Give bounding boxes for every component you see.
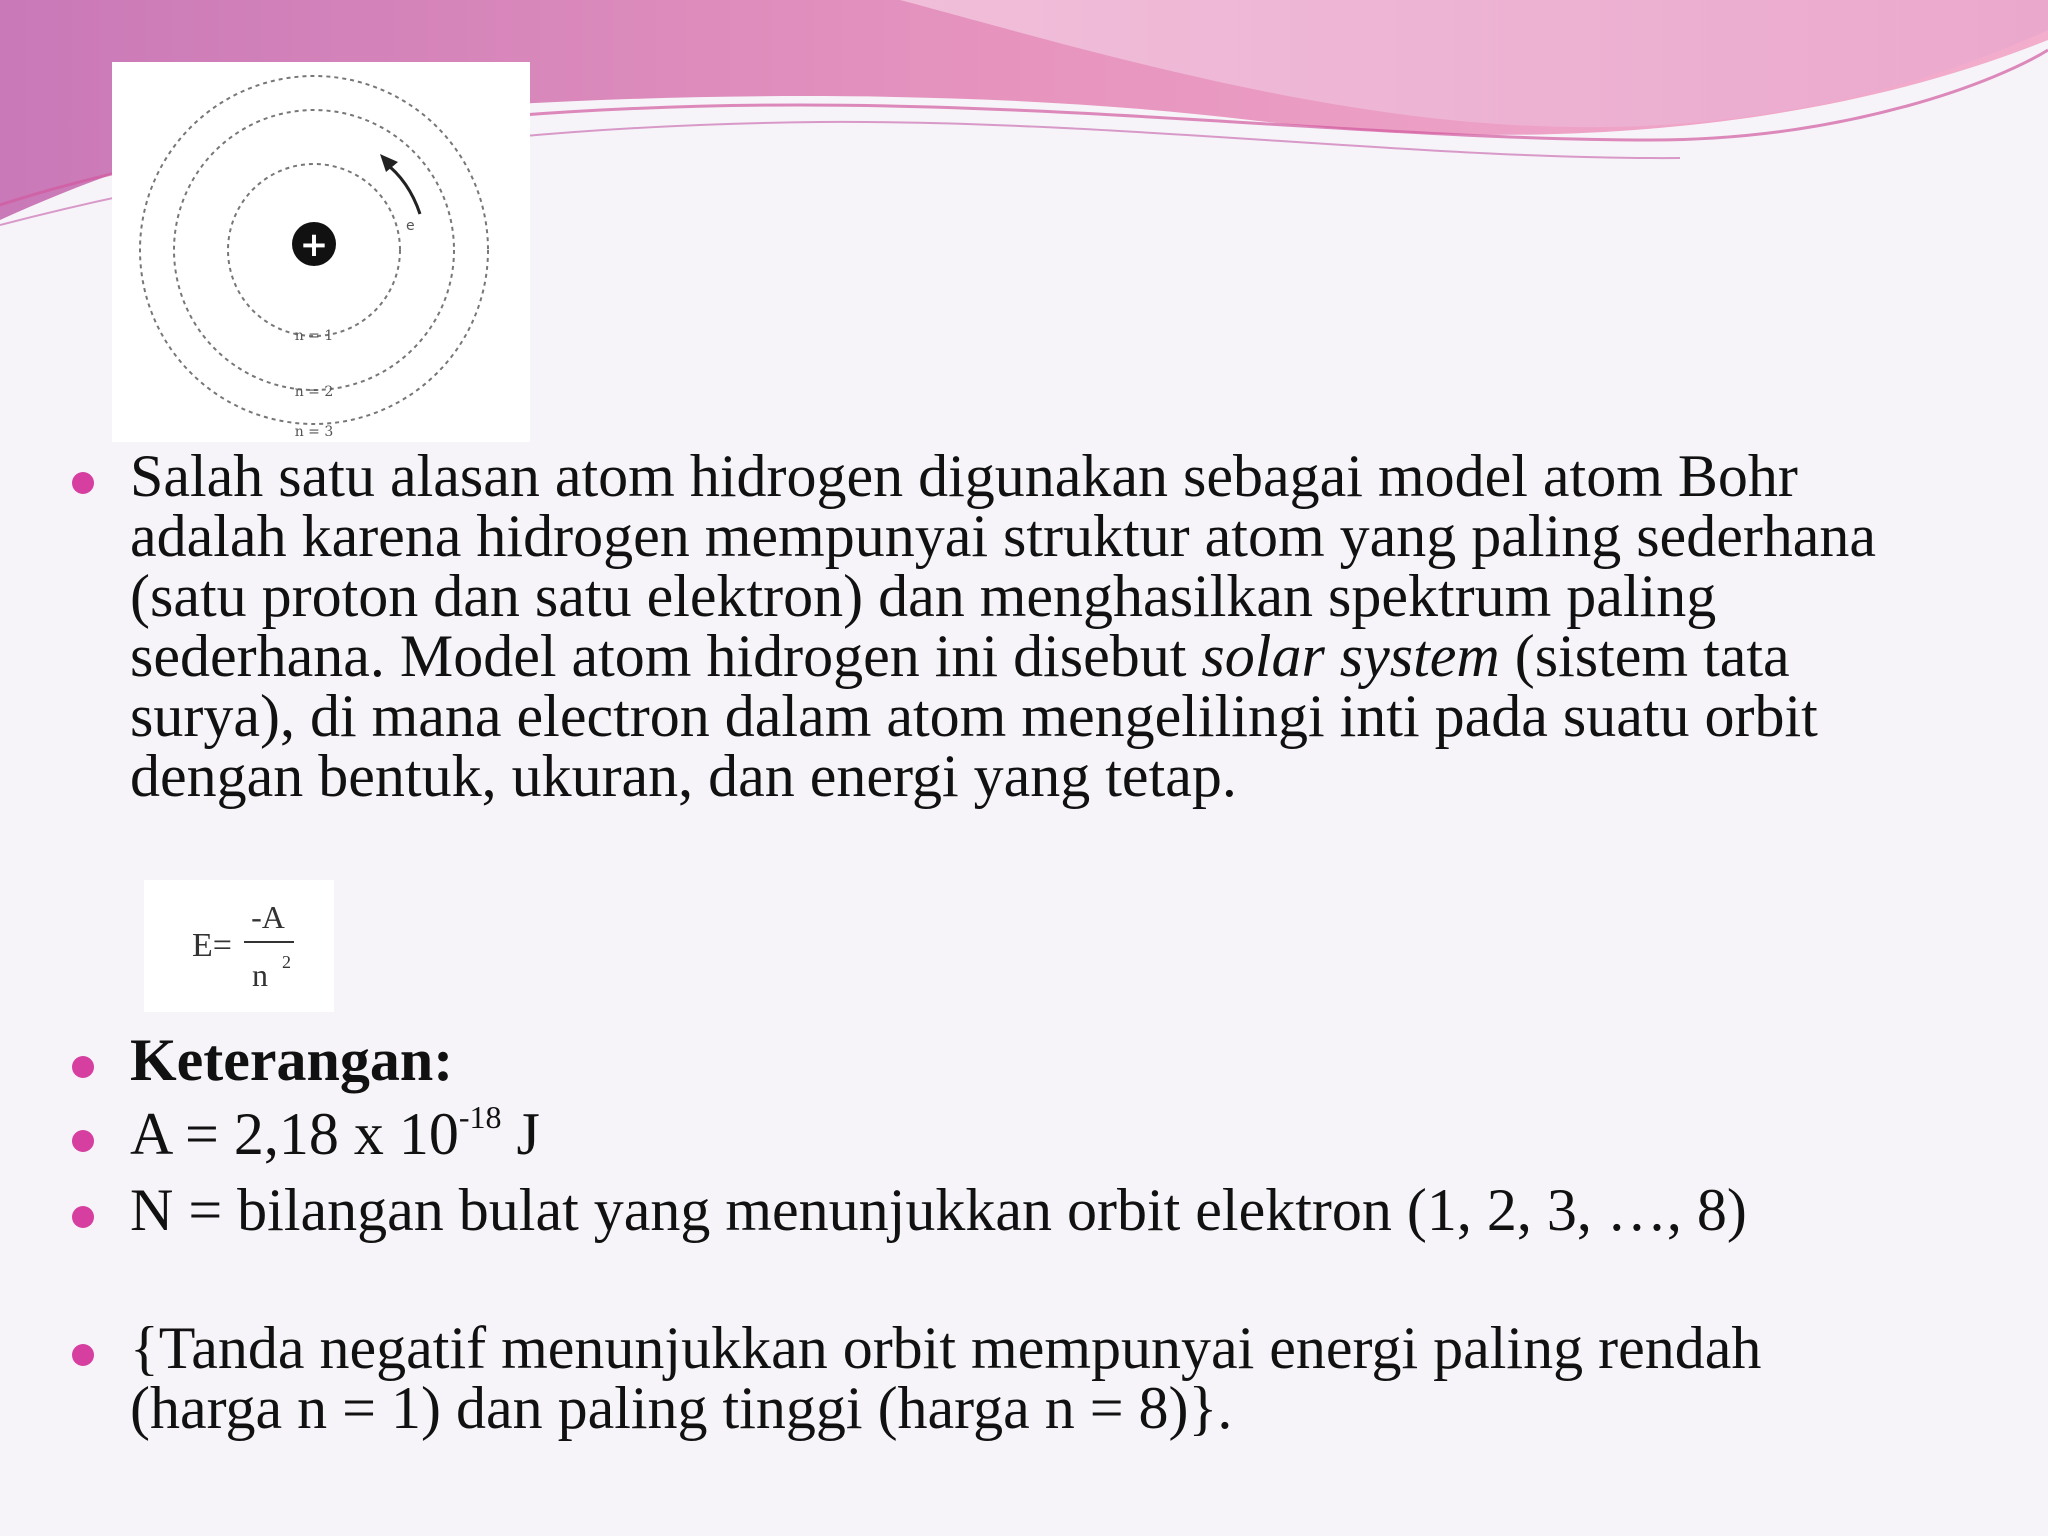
orbit-label-n1: n = 1 — [294, 328, 334, 344]
bullet-constant-a — [130, 1099, 1890, 1167]
negative-note-text: {Tanda negatif menunjukkan orbit mempunyai energi paling rendah (harga n = 1) dan paling tinggi (harga n = 8)}. — [130, 1315, 1762, 1441]
a-value-unit: J — [501, 1101, 540, 1167]
p1-italic-term: solar system — [1201, 623, 1500, 689]
bullet-dot-icon — [72, 1206, 94, 1228]
p1-text-start: Salah satu alasan atom hidrogen digunakan sebagai model atom Bohr adalah karena hidrogen mempunyai struktur atom yang paling sederhana (satu proton dan satu elektron) dan menghasilkan spektrum paling sederhana. Model atom hidrogen ini disebut — [130, 443, 1877, 689]
bullet-dot-icon — [72, 1130, 94, 1152]
orbit-label-n3: n = 3 — [294, 424, 334, 440]
bullet-n-definition — [130, 1177, 1870, 1243]
p1-text-end: (sistem tata surya), di mana electron dalam atom mengelilingi inti pada suatu orbit dengan bentuk, ukuran, dan energi yang tetap. — [130, 623, 1818, 809]
bullet-negative-note — [130, 1315, 1870, 1441]
a-value-prefix: A = 2,18 x 10 — [130, 1101, 459, 1167]
bullet-bohr-explanation — [130, 443, 1890, 809]
formula-denominator: n — [252, 957, 268, 993]
n-definition-text: N = bilangan bulat yang menunjukkan orbit elektron (1, 2, 3, …, 8) — [130, 1177, 1747, 1243]
bullet-dot-icon — [72, 472, 94, 494]
electron-label: e — [406, 218, 415, 234]
bullet-dot-icon — [72, 1344, 94, 1366]
orbit-label-n2: n = 2 — [294, 384, 334, 400]
formula-lhs: E= — [192, 927, 232, 964]
keterangan-heading: Keterangan: — [130, 1027, 454, 1093]
formula-numerator: -A — [251, 899, 285, 935]
bullet-keterangan — [130, 1027, 1890, 1093]
nucleus-plus-icon: + — [299, 225, 329, 265]
bullet-dot-icon — [72, 1056, 94, 1078]
a-value-exponent: -18 — [458, 1099, 502, 1135]
formula-exponent: 2 — [282, 952, 291, 972]
